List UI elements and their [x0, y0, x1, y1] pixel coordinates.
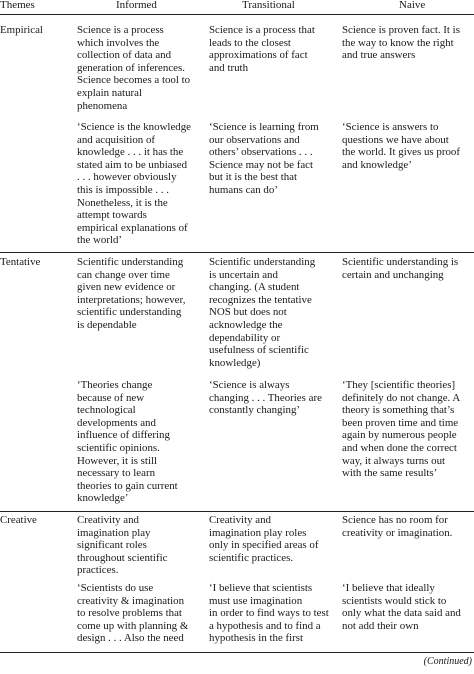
creative-naive-definition: Science has no room for creativity or imagination. [342, 514, 453, 539]
empirical-naive-definition: Science is proven fact. It is the way to know the right and true answers [342, 24, 460, 62]
empirical-row-rule [0, 252, 474, 253]
creative-transitional-quote: ‘I believe that scientists must use imagination in order to find ways to test a hypothesis and to find a hypothesis in the first [209, 582, 329, 645]
creative-informed-definition: Creativity and imagination play significant roles throughout scientific practices. [77, 514, 168, 577]
creative-informed-quote: ‘Scientists do use creativity & imagination to resolve problems that come up with planning & design . . . Also the need [77, 582, 189, 645]
empirical-informed-quote: ‘Science is the knowledge and acquisition of knowledge . . . it has the stated aim to be unbiased . . . however obviously this is impossible . . . Nonetheless, it is the attempt towards empirical explanations of the world’ [77, 121, 192, 247]
theme-creative: Creative [0, 514, 37, 526]
header-informed: Informed [116, 0, 157, 11]
continued-label: (Continued) [423, 656, 472, 667]
theme-empirical: Empirical [0, 24, 43, 36]
tentative-informed-definition: Scientific understanding can change over time given new evidence or interpretations; however, scientific understanding is dependable [77, 256, 186, 331]
creative-naive-quote: ‘I believe that ideally scientists would stick to only what the data said and not add their own [342, 582, 461, 632]
table-bottom-rule [0, 652, 474, 653]
empirical-informed-definition: Science is a process which involves the collection of data and generation of inferences. Science becomes a tool to explain natural phenomena [77, 24, 191, 112]
empirical-naive-quote: ‘Science is answers to questions we have about the world. It gives us proof and knowledge’ [342, 121, 460, 171]
tentative-row-rule [0, 511, 474, 512]
tentative-informed-quote: ‘Theories change because of new technological developments and influence of differing scientific opinions. However, it is still necessary to learn theories to gain current knowledge’ [77, 379, 178, 505]
empirical-transitional-quote: ‘Science is learning from our observations and others’ observations . . . Science may not be fact but it is the best that humans can do’ [209, 121, 319, 196]
empirical-transitional-definition: Science is a process that leads to the closest approximations of fact and truth [209, 24, 315, 74]
header-bottom-rule [0, 14, 474, 15]
header-naive: Naive [399, 0, 426, 11]
header-themes: Themes [0, 0, 35, 11]
theme-tentative: Tentative [0, 256, 41, 268]
creative-transitional-definition: Creativity and imagination play roles only in specified areas of scientific practices. [209, 514, 319, 564]
tentative-transitional-quote: ‘Science is always changing . . . Theories are constantly changing’ [209, 379, 322, 417]
tentative-transitional-definition: Scientific understanding is uncertain and changing. (A student recognizes the tentative NOS but does not acknowledge the dependability or usefulness of scientific knowledge) [209, 256, 316, 369]
header-transitional: Transitional [242, 0, 295, 11]
tentative-naive-definition: Scientific understanding is certain and unchanging [342, 256, 459, 281]
tentative-naive-quote: ‘They [scientific theories] definitely do not change. A theory is something that’s been proven time and time again by numerous people and when done the correct way, it always turns out with the same results’ [342, 379, 461, 480]
